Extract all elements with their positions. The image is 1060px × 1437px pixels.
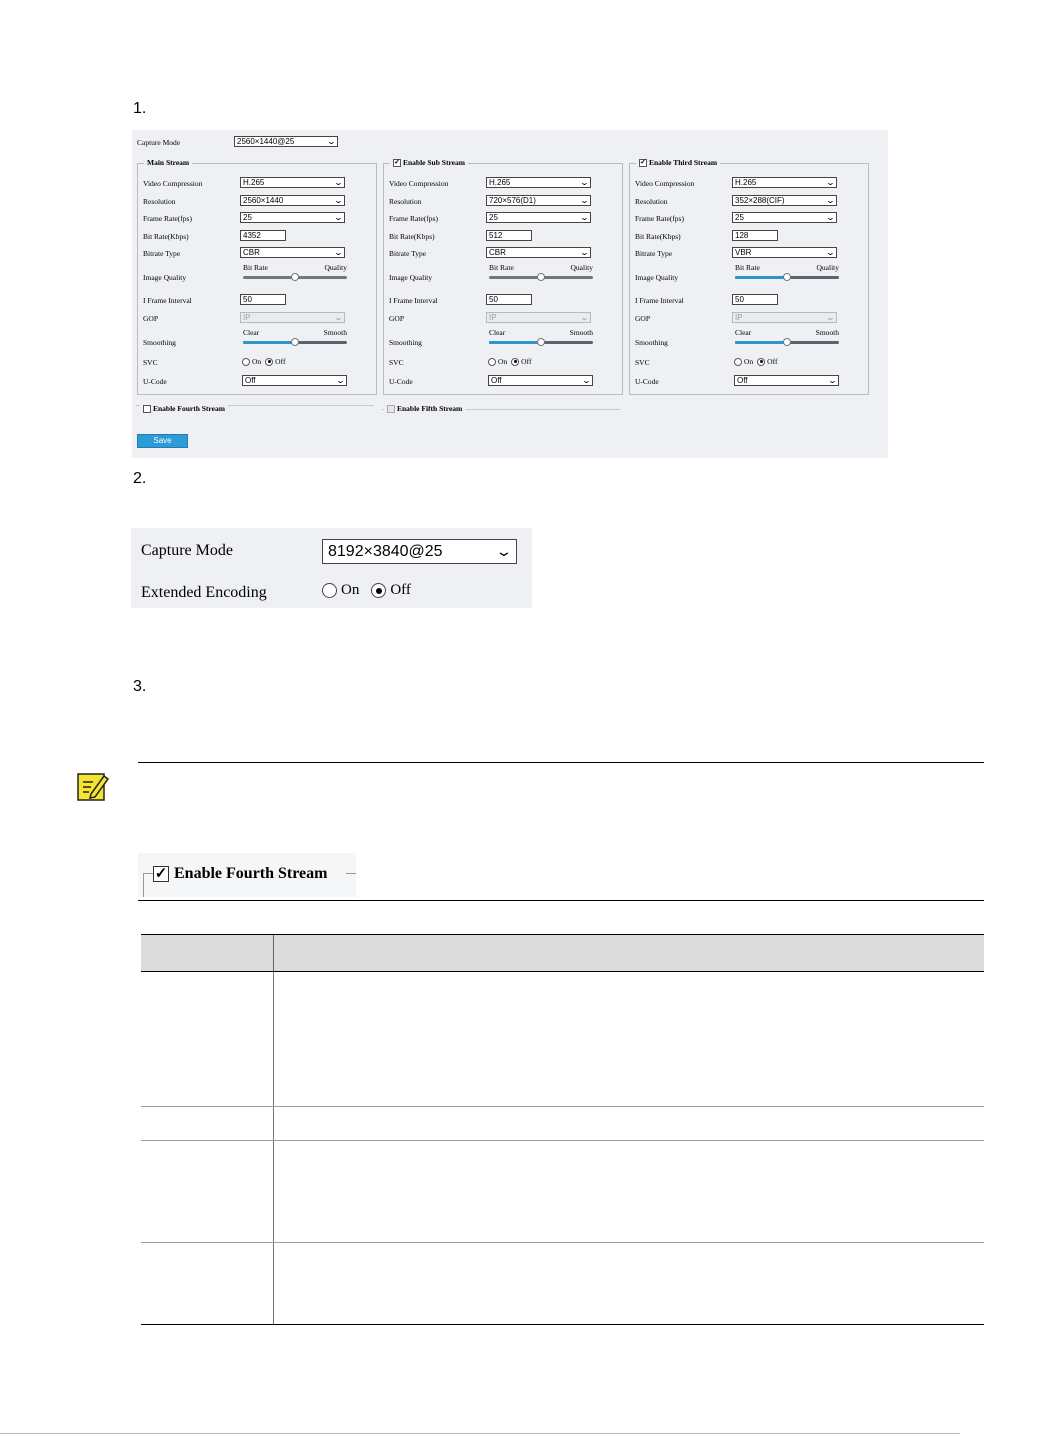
radio-off[interactable] — [371, 583, 386, 598]
iframe-interval-label: I Frame Interval — [389, 296, 438, 305]
frame-rate-value: 25 — [489, 213, 498, 222]
image-quality-label: Image Quality — [143, 273, 187, 282]
frame-rate-select[interactable] — [732, 212, 837, 223]
smoothing-slider[interactable] — [243, 341, 347, 344]
gop-value: IP — [243, 313, 251, 322]
gop-value: IP — [735, 313, 743, 322]
table-row-divider — [141, 1242, 984, 1243]
capture-mode-label: Capture Mode — [141, 542, 233, 559]
capture-mode-select[interactable] — [234, 136, 338, 147]
bitrate-type-label: Bitrate Type — [635, 249, 673, 258]
frame-rate-label: Frame Rate(fps) — [143, 214, 192, 223]
enable-fourth-stream-label: Enable Fourth Stream — [174, 865, 328, 882]
stream-title — [144, 158, 192, 167]
ucode-select[interactable] — [734, 375, 839, 386]
smoothing-scale — [243, 328, 347, 337]
bitrate-type-select[interactable] — [486, 247, 591, 258]
chevron-down-icon: ⌄ — [579, 313, 590, 322]
video-compression-label: Video Compression — [389, 179, 449, 188]
stream-title-label: Enable Sub Stream — [403, 158, 465, 167]
svc-on-label: On — [498, 357, 508, 366]
smoothing-label: Smoothing — [143, 338, 176, 347]
svc-radio-on[interactable] — [242, 358, 250, 366]
gop-label: GOP — [389, 314, 405, 323]
image-quality-max-label: Quality — [324, 263, 347, 272]
chevron-down-icon: ⌄ — [579, 248, 590, 257]
chevron-down-icon: ⌄ — [581, 376, 592, 385]
chevron-down-icon: ⌄ — [333, 196, 344, 205]
resolution-value: 2560×1440 — [243, 196, 284, 205]
smoothing-slider-fill — [243, 341, 295, 344]
frame-rate-label: Frame Rate(fps) — [389, 214, 438, 223]
gop-label: GOP — [635, 314, 651, 323]
enable-fourth-stream-checkbox[interactable] — [140, 404, 228, 413]
enable-fourth-stream-label: Enable Fourth Stream — [153, 404, 225, 413]
stream-title[interactable] — [636, 158, 720, 167]
svc-radio-group — [488, 357, 531, 366]
image-quality-min-label: Bit Rate — [243, 263, 268, 272]
note-bottom-rule — [138, 900, 984, 901]
bit-rate-input[interactable]: 512 — [486, 230, 532, 241]
smoothing-slider[interactable] — [735, 341, 839, 344]
svc-off-label: Off — [521, 357, 532, 366]
video-compression-select[interactable] — [732, 177, 837, 188]
video-compression-select[interactable] — [486, 177, 591, 188]
svc-radio-off[interactable] — [757, 358, 765, 366]
chevron-down-icon: ⌄ — [825, 313, 836, 322]
svc-on-label: On — [744, 357, 754, 366]
chevron-down-icon: ⌄ — [326, 137, 337, 146]
smoothing-slider-handle[interactable] — [537, 338, 545, 346]
note-pencil-icon — [77, 770, 109, 802]
image-quality-slider-handle[interactable] — [537, 273, 545, 281]
stream-fieldset-1 — [137, 158, 377, 395]
svc-label: SVC — [389, 358, 404, 367]
image-quality-max-label: Quality — [816, 263, 839, 272]
radio-on[interactable] — [322, 583, 337, 598]
chevron-down-icon: ⌄ — [827, 376, 838, 385]
smoothing-slider[interactable] — [489, 341, 593, 344]
smoothing-slider-handle[interactable] — [291, 338, 299, 346]
image-quality-slider-handle[interactable] — [783, 273, 791, 281]
image-quality-slider[interactable] — [243, 276, 347, 279]
svc-on-label: On — [252, 357, 262, 366]
image-quality-scale — [243, 263, 347, 272]
iframe-interval-input[interactable]: 50 — [732, 294, 778, 305]
gop-select[interactable] — [486, 312, 591, 323]
resolution-label: Resolution — [143, 197, 176, 206]
gop-select[interactable] — [240, 312, 345, 323]
image-quality-label: Image Quality — [635, 273, 679, 282]
gop-value: IP — [489, 313, 497, 322]
chevron-down-icon: ⌄ — [825, 178, 836, 187]
frame-rate-label: Frame Rate(fps) — [635, 214, 684, 223]
smoothing-label: Smoothing — [389, 338, 422, 347]
svc-radio-group — [734, 357, 777, 366]
chevron-down-icon: ⌄ — [825, 196, 836, 205]
table-bottom-rule — [141, 1324, 984, 1325]
checkmark-icon: ✓ — [394, 158, 400, 166]
ucode-value: Off — [245, 376, 256, 385]
svc-label: SVC — [635, 358, 650, 367]
frame-rate-value: 25 — [243, 213, 252, 222]
gop-label: GOP — [143, 314, 159, 323]
checkbox-icon — [387, 405, 395, 413]
smoothing-label: Smoothing — [635, 338, 668, 347]
resolution-select[interactable] — [732, 195, 837, 206]
radio-off-label: Off — [390, 582, 411, 598]
iframe-interval-label: I Frame Interval — [143, 296, 192, 305]
smoothing-max-label: Smooth — [815, 328, 839, 337]
ucode-label: U-Code — [635, 377, 659, 386]
table-header — [141, 934, 984, 972]
stream-title-label: Enable Third Stream — [649, 158, 718, 167]
table-row-divider — [141, 1106, 984, 1107]
stream-title-label: Main Stream — [147, 158, 190, 167]
ucode-select[interactable] — [488, 375, 593, 386]
stream-fieldset-3 — [629, 158, 869, 395]
bitrate-type-value: CBR — [243, 248, 260, 257]
frame-rate-value: 25 — [735, 213, 744, 222]
resolution-label: Resolution — [635, 197, 668, 206]
chevron-down-icon: ⌄ — [335, 376, 346, 385]
svc-radio-off[interactable] — [511, 358, 519, 366]
iframe-interval-label: I Frame Interval — [635, 296, 684, 305]
chevron-down-icon: ⌄ — [333, 313, 344, 322]
resolution-label: Resolution — [389, 197, 422, 206]
chevron-down-icon: ⌄ — [333, 213, 344, 222]
smoothing-min-label: Clear — [243, 328, 260, 337]
image-quality-min-label: Bit Rate — [735, 263, 760, 272]
chevron-down-icon: ⌄ — [825, 213, 836, 222]
image-quality-slider-fill — [735, 276, 787, 279]
bitrate-type-select[interactable] — [732, 247, 837, 258]
resolution-select[interactable] — [486, 195, 591, 206]
enable-fifth-stream-label: Enable Fifth Stream — [397, 404, 463, 413]
parameter-table — [141, 934, 984, 1326]
svc-radio-group — [242, 357, 285, 366]
chevron-down-icon: ⌄ — [579, 196, 590, 205]
chevron-down-icon: ⌄ — [495, 543, 513, 559]
ucode-select[interactable] — [242, 375, 347, 386]
capture-mode-value: 2560×1440@25 — [237, 137, 295, 146]
image-quality-slider[interactable] — [489, 276, 593, 279]
resolution-value: 720×576(D1) — [489, 196, 536, 205]
svc-radio-on[interactable] — [734, 358, 742, 366]
smoothing-min-label: Clear — [489, 328, 506, 337]
step-number-1: 1. — [133, 100, 147, 117]
smoothing-slider-fill — [489, 341, 541, 344]
smoothing-slider-fill — [735, 341, 787, 344]
bit-rate-label: Bit Rate(Kbps) — [389, 232, 435, 241]
ucode-value: Off — [737, 376, 748, 385]
gop-select[interactable] — [732, 312, 837, 323]
bit-rate-label: Bit Rate(Kbps) — [635, 232, 681, 241]
video-compression-value: H.265 — [735, 178, 757, 187]
checkmark-icon: ✓ — [640, 158, 646, 166]
ucode-label: U-Code — [143, 377, 167, 386]
bitrate-type-value: VBR — [735, 248, 752, 257]
checkbox-icon — [143, 405, 151, 413]
chevron-down-icon: ⌄ — [333, 178, 344, 187]
divider — [346, 873, 356, 874]
note-top-rule — [138, 762, 984, 763]
image-quality-max-label: Quality — [570, 263, 593, 272]
stream-title[interactable] — [390, 158, 468, 167]
resolution-value: 352×288(CIF) — [735, 196, 785, 205]
step-number-2: 2. — [133, 470, 147, 487]
chevron-down-icon: ⌄ — [333, 248, 344, 257]
svc-radio-off[interactable] — [265, 358, 273, 366]
column-divider — [273, 934, 274, 1325]
extended-encoding-screenshot — [131, 528, 532, 608]
image-quality-min-label: Bit Rate — [489, 263, 514, 272]
capture-mode-label: Capture Mode — [137, 138, 181, 147]
svc-off-label: Off — [767, 357, 778, 366]
checkmark-icon: ✓ — [154, 866, 168, 882]
extended-encoding-radio-group — [322, 582, 411, 599]
image-quality-slider[interactable] — [735, 276, 839, 279]
smoothing-max-label: Smooth — [323, 328, 347, 337]
enable-fourth-stream-screenshot — [138, 853, 356, 897]
save-button[interactable]: Save — [137, 434, 188, 448]
capture-mode-select[interactable] — [322, 539, 517, 564]
radio-on-label: On — [341, 582, 360, 598]
ucode-value: Off — [491, 376, 502, 385]
smoothing-slider-handle[interactable] — [783, 338, 791, 346]
svc-label: SVC — [143, 358, 158, 367]
chevron-down-icon: ⌄ — [579, 178, 590, 187]
image-quality-slider-handle[interactable] — [291, 273, 299, 281]
image-quality-scale — [489, 263, 593, 272]
video-compression-value: H.265 — [489, 178, 511, 187]
chevron-down-icon: ⌄ — [579, 213, 590, 222]
bit-rate-input[interactable]: 4352 — [240, 230, 286, 241]
video-compression-label: Video Compression — [635, 179, 695, 188]
bit-rate-input[interactable]: 128 — [732, 230, 778, 241]
table-row-divider — [141, 1140, 984, 1141]
capture-mode-value: 8192×3840@25 — [328, 543, 443, 560]
divider — [143, 873, 153, 874]
smoothing-max-label: Smooth — [569, 328, 593, 337]
iframe-interval-input[interactable]: 50 — [486, 294, 532, 305]
bitrate-type-label: Bitrate Type — [143, 249, 181, 258]
svc-off-label: Off — [275, 357, 286, 366]
image-quality-scale — [735, 263, 839, 272]
smoothing-min-label: Clear — [735, 328, 752, 337]
bitrate-type-label: Bitrate Type — [389, 249, 427, 258]
svc-radio-on[interactable] — [488, 358, 496, 366]
chevron-down-icon: ⌄ — [825, 248, 836, 257]
ucode-label: U-Code — [389, 377, 413, 386]
frame-rate-select[interactable] — [486, 212, 591, 223]
video-compression-label: Video Compression — [143, 179, 203, 188]
step-number-3: 3. — [133, 678, 147, 695]
iframe-interval-input[interactable]: 50 — [240, 294, 286, 305]
extended-encoding-label: Extended Encoding — [141, 584, 267, 601]
smoothing-scale — [489, 328, 593, 337]
bitrate-type-value: CBR — [489, 248, 506, 257]
image-quality-label: Image Quality — [389, 273, 433, 282]
divider — [143, 873, 144, 897]
video-compression-value: H.265 — [243, 178, 265, 187]
resolution-select[interactable] — [240, 195, 345, 206]
smoothing-scale — [735, 328, 839, 337]
page-footer-rule — [0, 1433, 960, 1434]
stream-fieldset-2 — [383, 158, 623, 395]
bitrate-type-select[interactable] — [240, 247, 345, 258]
enable-fifth-stream-checkbox[interactable] — [384, 404, 465, 413]
bit-rate-label: Bit Rate(Kbps) — [143, 232, 189, 241]
frame-rate-select[interactable] — [240, 212, 345, 223]
stream-settings-screenshot — [132, 130, 888, 458]
enable-fourth-stream-checkbox[interactable] — [153, 865, 327, 883]
video-compression-select[interactable] — [240, 177, 345, 188]
